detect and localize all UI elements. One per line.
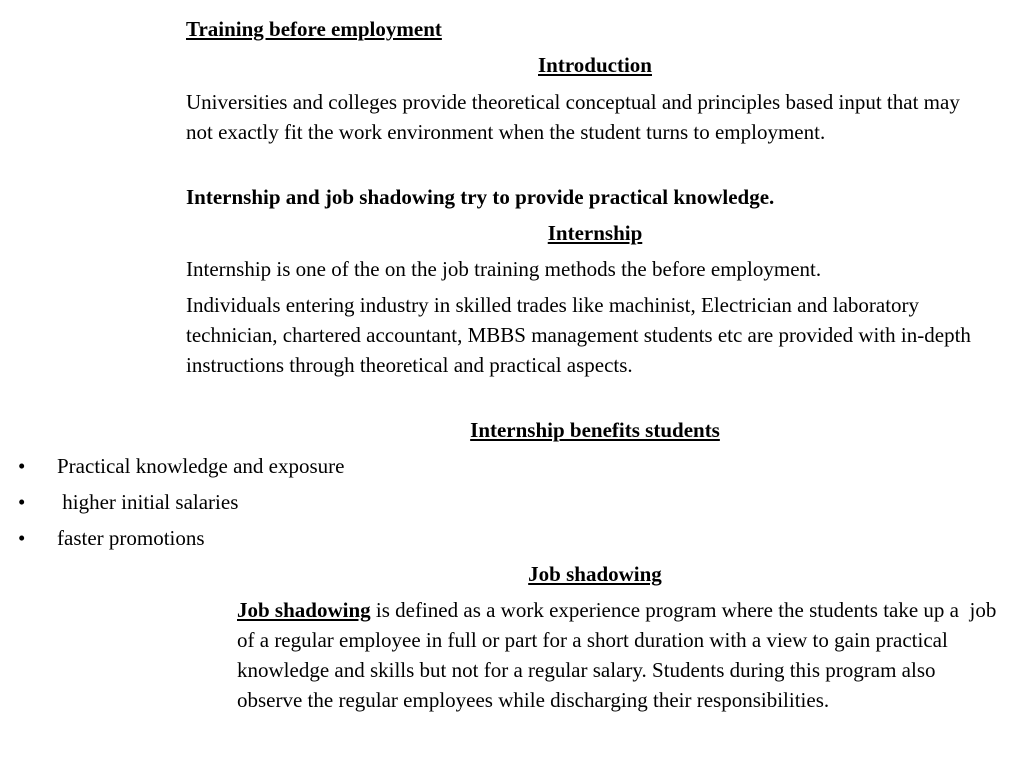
job-shadowing-definition: is defined as a work experience program where the students take up a job of a regular employee in full or part for a short duration with a view to gain practical knowledge and skills but not for a regular salary. Students during this program also observe the regular employees while discharging their responsibilities.	[237, 598, 1002, 712]
bullet-icon: •	[18, 526, 26, 550]
internship-paragraph-1: Internship is one of the on the job training methods the before employment.	[186, 257, 822, 281]
list-item	[18, 487, 238, 517]
introduction-emphasis: Internship and job shadowing try to provide practical knowledge.	[186, 185, 775, 209]
internship-heading: Internship	[547, 221, 643, 245]
bullet-icon: •	[18, 490, 26, 514]
introduction-heading: Introduction	[538, 53, 652, 77]
list-item	[18, 451, 344, 481]
benefit-text: Practical knowledge and exposure	[57, 454, 345, 478]
job-shadowing-heading: Job shadowing	[528, 562, 662, 586]
benefits-heading: Internship benefits students	[470, 418, 720, 442]
job-shadowing-paragraph	[237, 595, 1002, 715]
page-title: Training before employment	[186, 17, 442, 41]
benefit-text: faster promotions	[57, 526, 205, 550]
benefit-text: higher initial salaries	[57, 490, 239, 514]
job-shadowing-term: Job shadowing	[237, 598, 371, 622]
list-item	[18, 523, 205, 553]
introduction-paragraph: Universities and colleges provide theoretical conceptual and principles based input that may not exactly fit the work environment when the student turns to employment.	[186, 90, 960, 144]
bullet-icon: •	[18, 454, 26, 478]
internship-paragraph-2: Individuals entering industry in skilled trades like machinist, Electrician and laboratory technician, chartered accountant, MBBS management students etc are provided with in-depth instructions through theoretical and practical aspects.	[186, 293, 971, 377]
